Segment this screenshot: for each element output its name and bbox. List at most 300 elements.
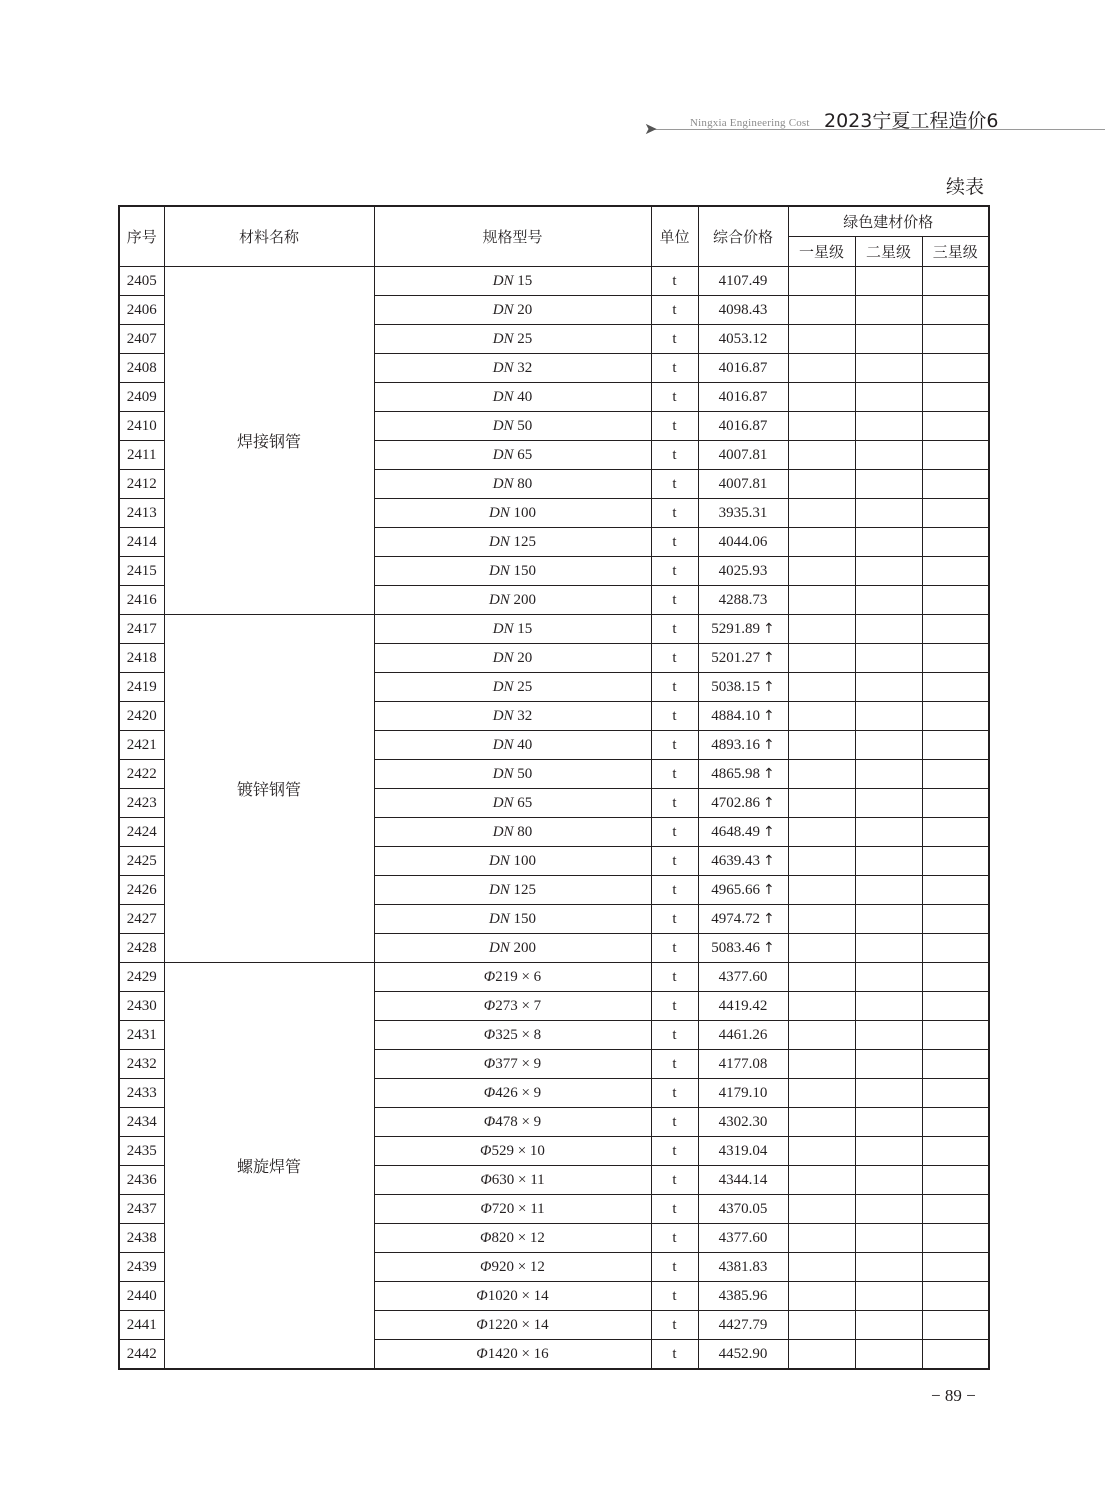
green-price-star-1 (788, 296, 855, 325)
green-price-star-1 (788, 586, 855, 615)
spec-value: 150 (509, 562, 537, 579)
price-value: 4016.87 (718, 417, 768, 434)
price-value: 4965.66 (711, 881, 760, 898)
row-seq: 2406 (119, 296, 164, 325)
row-seq: 2414 (119, 528, 164, 557)
row-spec (374, 702, 651, 731)
header-green-price: 绿色建材价格 (788, 206, 989, 237)
spec-prefix: DN (492, 649, 514, 666)
row-spec (374, 876, 651, 905)
spec-prefix: DN (492, 678, 514, 695)
row-unit: t (651, 992, 698, 1021)
row-price (698, 557, 788, 586)
row-price (698, 1224, 788, 1253)
price-value: 4893.16 (711, 736, 760, 753)
row-price (698, 383, 788, 412)
spec-value: 25 (513, 330, 533, 347)
green-price-star-3 (922, 1195, 989, 1224)
row-spec (374, 441, 651, 470)
row-seq: 2432 (119, 1050, 164, 1079)
row-seq: 2416 (119, 586, 164, 615)
green-price-star-3 (922, 992, 989, 1021)
green-price-star-1 (788, 412, 855, 441)
spec-value: 1420 × 16 (487, 1345, 549, 1362)
spec-prefix: DN (488, 852, 510, 869)
row-spec (374, 644, 651, 673)
row-seq: 2424 (119, 818, 164, 847)
spec-prefix: DN (492, 272, 514, 289)
row-unit: t (651, 267, 698, 296)
green-price-star-2 (855, 499, 922, 528)
row-spec (374, 905, 651, 934)
green-price-star-3 (922, 1224, 989, 1253)
table-row (119, 615, 989, 644)
row-price (698, 644, 788, 673)
row-unit: t (651, 963, 698, 992)
spec-prefix: Φ (476, 1316, 488, 1333)
green-price-star-3 (922, 383, 989, 412)
row-seq: 2422 (119, 760, 164, 789)
spec-prefix: DN (492, 475, 514, 492)
price-value: 4370.05 (718, 1200, 768, 1217)
green-price-star-3 (922, 876, 989, 905)
green-price-star-1 (788, 470, 855, 499)
row-spec (374, 1282, 651, 1311)
row-unit: t (651, 789, 698, 818)
green-price-star-2 (855, 760, 922, 789)
green-price-star-1 (788, 615, 855, 644)
arrow-up-icon: ↑ (763, 620, 775, 637)
green-price-star-1 (788, 1137, 855, 1166)
row-seq: 2413 (119, 499, 164, 528)
row-spec (374, 586, 651, 615)
row-unit: t (651, 1021, 698, 1050)
green-price-star-2 (855, 441, 922, 470)
green-price-star-3 (922, 615, 989, 644)
green-price-star-2 (855, 528, 922, 557)
spec-prefix: DN (492, 301, 514, 318)
header-english-title: Ningxia Engineering Cost (690, 117, 810, 129)
green-price-star-3 (922, 470, 989, 499)
arrow-up-icon: ↑ (763, 852, 775, 869)
row-price (698, 528, 788, 557)
green-price-star-3 (922, 441, 989, 470)
price-value: 4016.87 (718, 388, 768, 405)
row-seq: 2419 (119, 673, 164, 702)
row-price (698, 789, 788, 818)
spec-prefix: DN (492, 736, 514, 753)
price-value: 4884.10 (711, 707, 760, 724)
row-seq: 2410 (119, 412, 164, 441)
spec-prefix: Φ (483, 997, 496, 1014)
row-spec (374, 789, 651, 818)
row-price (698, 702, 788, 731)
header-star-3: 三星级 (922, 237, 989, 267)
price-value: 4344.14 (718, 1171, 768, 1188)
spec-prefix: Φ (483, 968, 496, 985)
row-spec (374, 1021, 651, 1050)
spec-value: 920 × 12 (491, 1258, 545, 1275)
green-price-star-1 (788, 876, 855, 905)
row-seq: 2440 (119, 1282, 164, 1311)
header-material-name: 材料名称 (164, 206, 374, 267)
spec-value: 125 (509, 881, 537, 898)
green-price-star-3 (922, 586, 989, 615)
spec-prefix: Φ (480, 1142, 492, 1159)
row-seq: 2429 (119, 963, 164, 992)
material-price-table (118, 205, 990, 1370)
spec-value: 377 × 9 (495, 1055, 542, 1072)
green-price-star-3 (922, 1340, 989, 1370)
spec-value: 65 (513, 446, 533, 463)
row-spec (374, 1311, 651, 1340)
row-spec (374, 1340, 651, 1370)
green-price-star-3 (922, 847, 989, 876)
spec-value: 40 (513, 736, 533, 753)
green-price-star-2 (855, 586, 922, 615)
green-price-star-2 (855, 412, 922, 441)
price-value: 4007.81 (718, 475, 768, 492)
green-price-star-2 (855, 789, 922, 818)
price-value: 5038.15 (711, 678, 760, 695)
row-unit: t (651, 1079, 698, 1108)
table-header (119, 206, 989, 267)
green-price-star-1 (788, 528, 855, 557)
spec-value: 15 (513, 272, 533, 289)
row-unit: t (651, 557, 698, 586)
spec-prefix: Φ (480, 1258, 492, 1275)
row-price (698, 499, 788, 528)
green-price-star-3 (922, 1021, 989, 1050)
row-price (698, 731, 788, 760)
row-unit: t (651, 702, 698, 731)
spec-prefix: DN (488, 881, 510, 898)
price-value: 4639.43 (711, 852, 760, 869)
green-price-star-3 (922, 789, 989, 818)
row-price (698, 267, 788, 296)
row-price (698, 818, 788, 847)
green-price-star-1 (788, 760, 855, 789)
spec-prefix: DN (492, 417, 514, 434)
spec-value: 40 (513, 388, 533, 405)
spec-prefix: DN (492, 620, 514, 637)
green-price-star-3 (922, 818, 989, 847)
row-price (698, 1282, 788, 1311)
price-value: 4016.87 (718, 359, 768, 376)
row-seq: 2435 (119, 1137, 164, 1166)
spec-prefix: DN (488, 504, 510, 521)
price-value: 5201.27 (711, 649, 760, 666)
row-spec (374, 412, 651, 441)
row-seq: 2441 (119, 1311, 164, 1340)
row-spec (374, 963, 651, 992)
green-price-star-1 (788, 441, 855, 470)
green-price-star-1 (788, 1050, 855, 1079)
row-price (698, 876, 788, 905)
spec-prefix: Φ (480, 1171, 492, 1188)
green-price-star-3 (922, 731, 989, 760)
row-price (698, 354, 788, 383)
green-price-star-1 (788, 1253, 855, 1282)
green-price-star-1 (788, 963, 855, 992)
price-value: 4377.60 (718, 1229, 768, 1246)
row-spec (374, 1050, 651, 1079)
row-spec (374, 557, 651, 586)
green-price-star-1 (788, 818, 855, 847)
row-unit: t (651, 1108, 698, 1137)
row-unit: t (651, 876, 698, 905)
row-price (698, 905, 788, 934)
spec-prefix: DN (492, 707, 514, 724)
spec-prefix: DN (488, 910, 510, 927)
green-price-star-2 (855, 905, 922, 934)
green-price-star-2 (855, 383, 922, 412)
green-price-star-1 (788, 383, 855, 412)
green-price-star-2 (855, 731, 922, 760)
green-price-star-3 (922, 296, 989, 325)
row-seq: 2411 (119, 441, 164, 470)
green-price-star-2 (855, 296, 922, 325)
row-unit: t (651, 1253, 698, 1282)
row-spec (374, 1108, 651, 1137)
green-price-star-1 (788, 731, 855, 760)
price-value: 4381.83 (718, 1258, 768, 1275)
row-price (698, 470, 788, 499)
row-seq: 2438 (119, 1224, 164, 1253)
spec-value: 32 (513, 359, 533, 376)
arrow-up-icon: ↑ (763, 649, 775, 666)
green-price-star-3 (922, 557, 989, 586)
row-seq: 2423 (119, 789, 164, 818)
row-spec (374, 847, 651, 876)
row-seq: 2434 (119, 1108, 164, 1137)
price-value: 5083.46 (711, 939, 760, 956)
row-price (698, 934, 788, 963)
green-price-star-2 (855, 1021, 922, 1050)
row-unit: t (651, 673, 698, 702)
spec-value: 820 × 12 (491, 1229, 545, 1246)
green-price-star-2 (855, 1224, 922, 1253)
spec-value: 65 (513, 794, 533, 811)
row-price (698, 1166, 788, 1195)
material-name: 螺旋焊管 (164, 963, 374, 1370)
spec-value: 219 × 6 (495, 968, 542, 985)
row-spec (374, 528, 651, 557)
row-unit: t (651, 383, 698, 412)
header-price: 综合价格 (698, 206, 788, 267)
green-price-star-3 (922, 1166, 989, 1195)
green-price-star-2 (855, 1050, 922, 1079)
row-seq: 2433 (119, 1079, 164, 1108)
row-price (698, 1137, 788, 1166)
spec-prefix: DN (492, 359, 514, 376)
price-value: 4319.04 (718, 1142, 768, 1159)
row-unit: t (651, 1311, 698, 1340)
green-price-star-1 (788, 644, 855, 673)
row-price (698, 1253, 788, 1282)
spec-prefix: DN (488, 533, 510, 550)
spec-value: 100 (509, 852, 537, 869)
green-price-star-3 (922, 760, 989, 789)
price-value: 4377.60 (718, 968, 768, 985)
spec-prefix: DN (488, 939, 510, 956)
green-price-star-3 (922, 1108, 989, 1137)
green-price-star-3 (922, 644, 989, 673)
spec-value: 1020 × 14 (487, 1287, 549, 1304)
green-price-star-2 (855, 847, 922, 876)
green-price-star-1 (788, 1108, 855, 1137)
spec-prefix: DN (488, 591, 510, 608)
row-spec (374, 325, 651, 354)
row-unit: t (651, 1282, 698, 1311)
spec-prefix: Φ (483, 1113, 496, 1130)
row-seq: 2405 (119, 267, 164, 296)
green-price-star-1 (788, 267, 855, 296)
row-spec (374, 296, 651, 325)
green-price-star-1 (788, 905, 855, 934)
green-price-star-1 (788, 1195, 855, 1224)
price-value: 4648.49 (711, 823, 760, 840)
green-price-star-2 (855, 992, 922, 1021)
row-seq: 2430 (119, 992, 164, 1021)
row-seq: 2437 (119, 1195, 164, 1224)
green-price-star-2 (855, 876, 922, 905)
price-value: 4053.12 (718, 330, 768, 347)
green-price-star-3 (922, 673, 989, 702)
row-price (698, 992, 788, 1021)
row-price (698, 586, 788, 615)
row-unit: t (651, 934, 698, 963)
arrow-up-icon: ↑ (763, 765, 775, 782)
green-price-star-3 (922, 1282, 989, 1311)
green-price-star-1 (788, 992, 855, 1021)
arrow-left-icon: ➤ (644, 119, 658, 138)
row-price (698, 1311, 788, 1340)
green-price-star-3 (922, 1079, 989, 1108)
row-price (698, 1079, 788, 1108)
row-seq: 2420 (119, 702, 164, 731)
row-seq: 2421 (119, 731, 164, 760)
arrow-up-icon: ↑ (763, 794, 775, 811)
spec-value: 20 (513, 301, 533, 318)
spec-value: 50 (513, 765, 533, 782)
table-row (119, 267, 989, 296)
row-spec (374, 1253, 651, 1282)
green-price-star-2 (855, 1108, 922, 1137)
green-price-star-3 (922, 528, 989, 557)
green-price-star-1 (788, 499, 855, 528)
spec-value: 630 × 11 (491, 1171, 545, 1188)
row-price (698, 1108, 788, 1137)
spec-value: 100 (509, 504, 537, 521)
row-unit: t (651, 470, 698, 499)
row-spec (374, 1195, 651, 1224)
price-value: 5291.89 (711, 620, 760, 637)
row-seq: 2428 (119, 934, 164, 963)
row-spec (374, 731, 651, 760)
green-price-star-1 (788, 673, 855, 702)
price-value: 4025.93 (718, 562, 768, 579)
green-price-star-3 (922, 412, 989, 441)
green-price-star-1 (788, 847, 855, 876)
row-seq: 2408 (119, 354, 164, 383)
row-seq: 2418 (119, 644, 164, 673)
green-price-star-1 (788, 934, 855, 963)
row-unit: t (651, 644, 698, 673)
row-unit: t (651, 441, 698, 470)
row-seq: 2442 (119, 1340, 164, 1370)
row-seq: 2431 (119, 1021, 164, 1050)
spec-prefix: Φ (483, 1084, 496, 1101)
green-price-star-1 (788, 1224, 855, 1253)
green-price-star-1 (788, 702, 855, 731)
row-unit: t (651, 325, 698, 354)
price-value: 3935.31 (718, 504, 768, 521)
spec-value: 478 × 9 (495, 1113, 542, 1130)
page-number: − 89 − (931, 1386, 976, 1405)
green-price-star-2 (855, 1137, 922, 1166)
green-price-star-1 (788, 1282, 855, 1311)
green-price-star-2 (855, 963, 922, 992)
price-value: 4385.96 (718, 1287, 768, 1304)
spec-prefix: DN (492, 823, 514, 840)
row-spec (374, 1224, 651, 1253)
spec-prefix: Φ (483, 1055, 496, 1072)
row-spec (374, 934, 651, 963)
row-unit: t (651, 354, 698, 383)
spec-value: 15 (513, 620, 533, 637)
price-value: 4177.08 (718, 1055, 768, 1072)
row-seq: 2415 (119, 557, 164, 586)
row-unit: t (651, 1340, 698, 1370)
green-price-star-2 (855, 934, 922, 963)
price-value: 4974.72 (711, 910, 760, 927)
table-row (119, 963, 989, 992)
spec-value: 50 (513, 417, 533, 434)
spec-value: 720 × 11 (491, 1200, 545, 1217)
row-unit: t (651, 1166, 698, 1195)
green-price-star-3 (922, 934, 989, 963)
arrow-up-icon: ↑ (763, 823, 775, 840)
material-name: 镀锌钢管 (164, 615, 374, 963)
green-price-star-1 (788, 1166, 855, 1195)
row-seq: 2426 (119, 876, 164, 905)
row-seq: 2436 (119, 1166, 164, 1195)
spec-value: 25 (513, 678, 533, 695)
spec-value: 426 × 9 (495, 1084, 542, 1101)
row-price (698, 1050, 788, 1079)
row-unit: t (651, 1224, 698, 1253)
green-price-star-3 (922, 1050, 989, 1079)
row-price (698, 412, 788, 441)
green-price-star-2 (855, 702, 922, 731)
row-spec (374, 673, 651, 702)
row-spec (374, 1137, 651, 1166)
spec-prefix: DN (492, 765, 514, 782)
green-price-star-1 (788, 1079, 855, 1108)
row-spec (374, 1079, 651, 1108)
row-spec (374, 267, 651, 296)
price-value: 4865.98 (711, 765, 760, 782)
row-price (698, 673, 788, 702)
row-unit: t (651, 615, 698, 644)
row-seq: 2412 (119, 470, 164, 499)
green-price-star-2 (855, 1253, 922, 1282)
green-price-star-3 (922, 354, 989, 383)
green-price-star-2 (855, 325, 922, 354)
row-unit: t (651, 586, 698, 615)
row-unit: t (651, 1137, 698, 1166)
